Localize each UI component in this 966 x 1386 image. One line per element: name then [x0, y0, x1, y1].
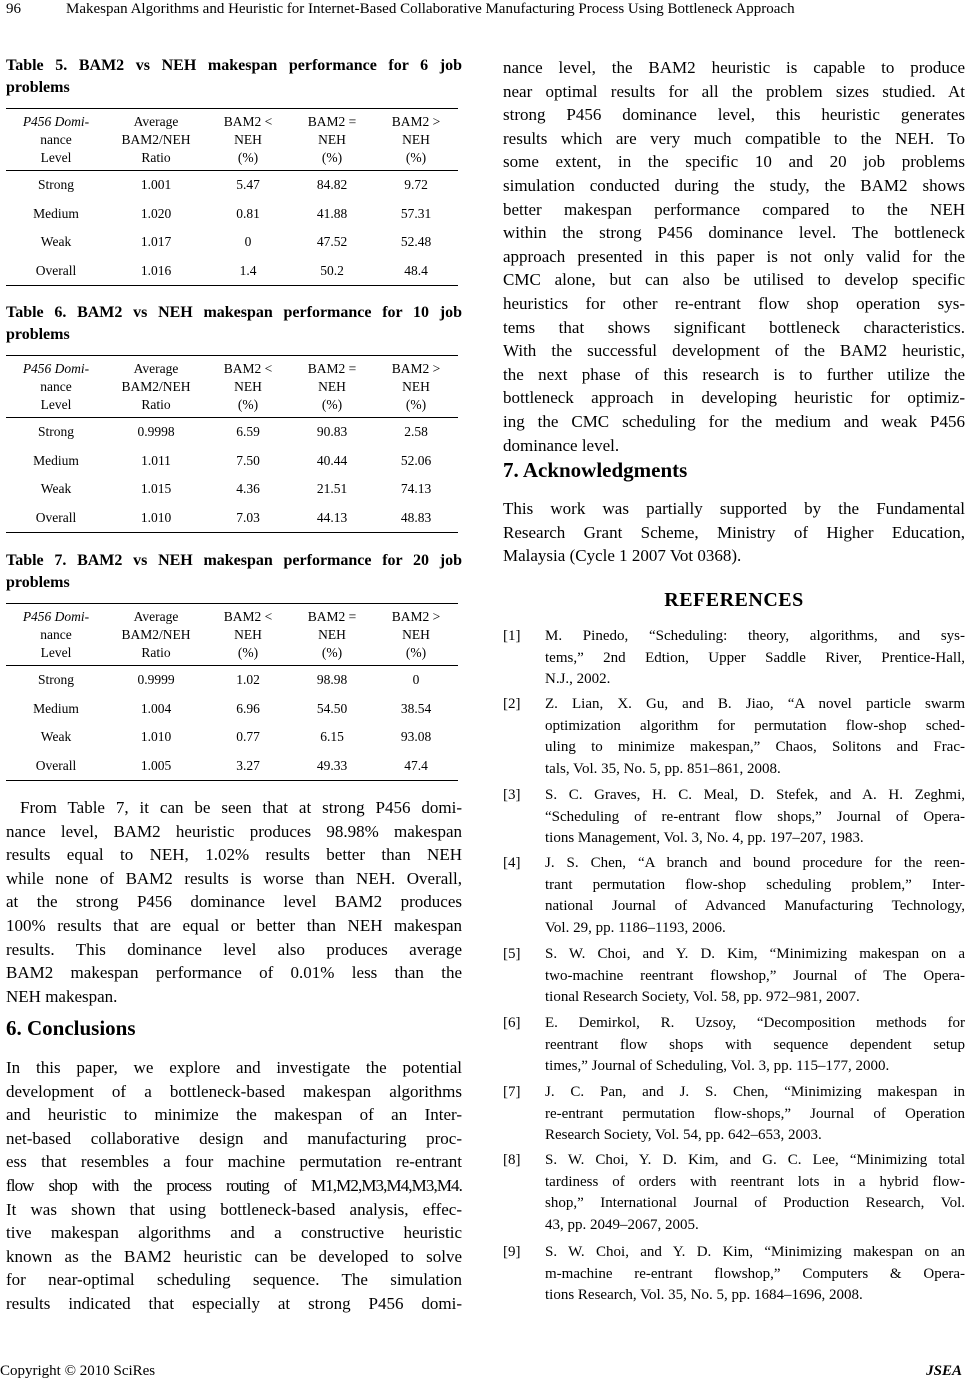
reference-line: J. S. Chen, “A branch and bound procedure for the reen-	[545, 855, 965, 871]
references-heading: REFERENCES	[664, 589, 804, 611]
table-row: Strong 0.9998 6.59 90.83 2.58	[37, 424, 428, 440]
col-header: P456 Domi- nance Level	[6, 109, 106, 171]
acknowledgments-paragraph: This work was partially supported by the Fundamental Research Grant Scheme, Ministry of Higher Education, Malaysia (Cycle 1 2007 Vot 0368).	[503, 499, 965, 566]
reference-line: shop,” International Journal of Production Research, Vol.	[545, 1195, 965, 1211]
conclusions-paragraph: In this paper, we explore and investigate the potential development of a bottleneck-based makespan algorithms and heuristic to minimize the makespan of an Inter- net-based collaborative design and manufacturing proc- ess that resembles a four machine permutation re-entrant flow shop with the process routing of M1,M2,M3,M4,M3,M4. It was shown that using bottleneck-based analysis, effec- tive makespan algorithms and a constructive heuristic known as the BAM2 heuristic can be developed to solve for near-optimal scheduling sequence. The simulation results indicated that especially at strong P456 domi-	[6, 1058, 462, 1313]
col-header: BAM2 < NEH (%)	[206, 356, 290, 418]
reference-text	[545, 1082, 965, 1147]
running-title: Makespan Algorithms and Heuristic for Internet-Based Collaborative Manufacturing Process Using Bottleneck Approach	[66, 1, 795, 17]
col-header: Average BAM2/NEH Ratio	[106, 109, 206, 171]
table-row: Weak 1.015 4.36 21.51 74.13	[40, 481, 432, 497]
page-number: 96	[6, 1, 21, 17]
reference-number: [9]	[503, 1244, 521, 1260]
reference-line: tems,” 2nd Edtion, Upper Saddle River, Prentice-Hall,	[545, 649, 965, 666]
table-header-row	[6, 604, 458, 666]
reference-text	[545, 1150, 965, 1236]
reference-text	[545, 1242, 965, 1307]
reference-line: S. C. Graves, H. C. Meal, D. Stefek, and A. H. Zeghmi,	[545, 787, 965, 803]
reference-line: m-machine re-entrant flowshop,” Computers & Opera-	[545, 1265, 965, 1282]
col-header: P456 Domi- nance Level	[6, 604, 106, 666]
table-row: Overall 1.005 3.27 49.33 47.4	[6, 752, 458, 781]
acknowledgments-heading: 7. Acknowledgments	[503, 458, 688, 482]
col-header: Average BAM2/NEH Ratio	[106, 604, 206, 666]
reference-number: [2]	[503, 696, 521, 712]
reference-line: Vol. 29, pp. 1186–1193, 2006.	[545, 919, 726, 936]
conclusions-paragraph-continued: nance level, the BAM2 heuristic is capable to produce near optimal results for all the problem sizes studied. At strong P456 dominance level, this heuristic generates results which are very much compatible to the NEH. To some extent, in the specific 10 and 20 job problems simulation conducted during the study, the BAM2 shows better makespan performance compared to the NEH within the strong P456 dominance level. The bottleneck approach presented in this paper is not only valid for the CMC alone, but can also be utilised to develop specific heuristics for other re-entrant flow shop operation sys- tems that shows significant bottleneck characteristics. With the successful development of the BAM2 heuristic, the next phase of this research is to further utilize the bottleneck approach in developing heuristic for optimiz- ing the CMC scheduling for the medium and weak P456 dominance level.	[503, 58, 965, 455]
reference-line: E. Demirkol, R. Uzsoy, “Decomposition methods for	[545, 1015, 965, 1031]
table-row: Weak 1.017 0 47.52 52.48	[40, 234, 432, 250]
reference-line: J. C. Pan, and J. S. Chen, “Minimizing makespan in	[545, 1084, 965, 1100]
reference-number: [8]	[503, 1152, 521, 1168]
reference-line: 43, pp. 2049–2067, 2005.	[545, 1216, 699, 1233]
col-header: P456 Domi- nance Level	[6, 356, 106, 418]
reference-line: two-machine reentrant flowshop,” Journal of The Opera-	[545, 967, 965, 984]
table-row: Overall 1.010 7.03 44.13 48.83	[6, 504, 458, 533]
reference-number: [7]	[503, 1084, 521, 1100]
col-header: BAM2 = NEH (%)	[290, 604, 374, 666]
table-6-caption: Table 6. BAM2 vs NEH makespan performance for 10 job problems	[6, 304, 462, 343]
reference-line: Research Society, Vol. 54, pp. 642–653, 2003.	[545, 1127, 822, 1143]
reference-line: trant permutation flow-shop scheduling problem,” Inter-	[545, 876, 965, 893]
reference-line: S. W. Choi, Y. D. Kim, and G. C. Lee, “Minimizing total	[545, 1152, 965, 1168]
table-5	[6, 108, 458, 286]
col-header: BAM2 < NEH (%)	[206, 109, 290, 171]
table-row: Weak 1.010 0.77 6.15 93.08	[40, 729, 432, 745]
table-7-caption: Table 7. BAM2 vs NEH makespan performance for 20 job problems	[6, 552, 462, 591]
reference-line: tional Research Society, Vol. 58, pp. 972–981, 2007.	[545, 989, 860, 1005]
reference-line: tardiness of orders with reentrant lots in a hybrid flow-	[545, 1173, 965, 1190]
table-row: Overall 1.016 1.4 50.2 48.4	[6, 257, 458, 286]
footer-copyright: Copyright © 2010 SciRes	[0, 1363, 156, 1379]
table-row: Medium 1.020 0.81 41.88 57.31	[33, 205, 432, 221]
reference-number: [6]	[503, 1015, 521, 1031]
table-header-row	[6, 109, 458, 171]
reference-number: [1]	[503, 628, 521, 644]
reference-text	[545, 853, 965, 939]
reference-line: reentrant flow shops with sequence dependent setup	[545, 1036, 965, 1053]
reference-line: national Journal of Advanced Manufacturing Technology,	[545, 898, 965, 914]
reference-line: uling to minimize makespan,” Chaos, Solitons and Frac-	[545, 739, 965, 755]
discussion-paragraph: From Table 7, it can be seen that at strong P456 domi- nance level, BAM2 heuristic produces 98.98% makespan results equal to NEH, 1.02% results better than NEH while none of BAM2 results is worse than NEH. Overall, at the strong P456 dominance level BAM2 produces 100% results that are equal or better than NEH makespan results. This dominance level also produces average BAM2 makespan performance of 0.01% less than the NEH makespan.	[6, 798, 462, 1006]
table-7	[6, 603, 458, 781]
reference-number: [4]	[503, 855, 521, 871]
reference-line: tals, Vol. 35, No. 5, pp. 851–861, 2008.	[545, 760, 781, 777]
reference-text	[545, 694, 965, 780]
reference-text	[545, 626, 965, 691]
reference-line: “Scheduling of re-entrant flow shops,” Journal of Opera-	[545, 808, 965, 825]
reference-number: [5]	[503, 946, 521, 962]
reference-line: N.J., 2002.	[545, 671, 611, 687]
reference-text	[545, 785, 965, 850]
col-header: BAM2 = NEH (%)	[290, 109, 374, 171]
reference-line: times,” Journal of Scheduling, Vol. 3, pp. 115–177, 2000.	[545, 1058, 890, 1074]
reference-text	[545, 944, 965, 1009]
col-header: BAM2 > NEH (%)	[374, 356, 458, 418]
table-row: Medium 1.011 7.50 40.44 52.06	[33, 452, 432, 468]
table-row: Medium 1.004 6.96 54.50 38.54	[33, 700, 432, 716]
col-header: BAM2 > NEH (%)	[374, 604, 458, 666]
footer-journal: JSEA	[926, 1363, 962, 1379]
reference-number: [3]	[503, 787, 521, 803]
reference-text	[545, 1013, 965, 1078]
col-header: BAM2 = NEH (%)	[290, 356, 374, 418]
table-row: Strong 1.001 5.47 84.82 9.72	[37, 177, 428, 193]
reference-line: optimization algorithm for permutation flow-shop sched-	[545, 717, 965, 734]
reference-line: S. W. Choi, and Y. D. Kim, “Minimizing makespan on a	[545, 946, 965, 962]
reference-line: re-entrant permutation flow-shops,” Journal of Operation	[545, 1105, 965, 1122]
reference-line: Z. Lian, X. Gu, and B. Jiao, “A novel particle swarm	[545, 696, 965, 712]
col-header: BAM2 < NEH (%)	[206, 604, 290, 666]
col-header: Average BAM2/NEH Ratio	[106, 356, 206, 418]
table-6	[6, 355, 458, 533]
reference-line: S. W. Choi, and Y. D. Kim, “Minimizing makespan on an	[545, 1244, 965, 1260]
table-row: Strong 0.9999 1.02 98.98 0	[37, 672, 420, 688]
page-header	[0, 0, 966, 22]
conclusions-heading: 6. Conclusions	[6, 1016, 136, 1040]
table-header-row	[6, 356, 458, 418]
reference-line: tions Research, Vol. 35, No. 5, pp. 1684–1696, 2008.	[545, 1287, 863, 1303]
table-5-caption: Table 5. BAM2 vs NEH makespan performance for 6 job problems	[6, 57, 462, 96]
reference-line: tions Management, Vol. 3, No. 4, pp. 197–207, 1983.	[545, 830, 864, 846]
reference-line: M. Pinedo, “Scheduling: theory, algorithms, and sys-	[545, 628, 965, 644]
col-header: BAM2 > NEH (%)	[374, 109, 458, 171]
